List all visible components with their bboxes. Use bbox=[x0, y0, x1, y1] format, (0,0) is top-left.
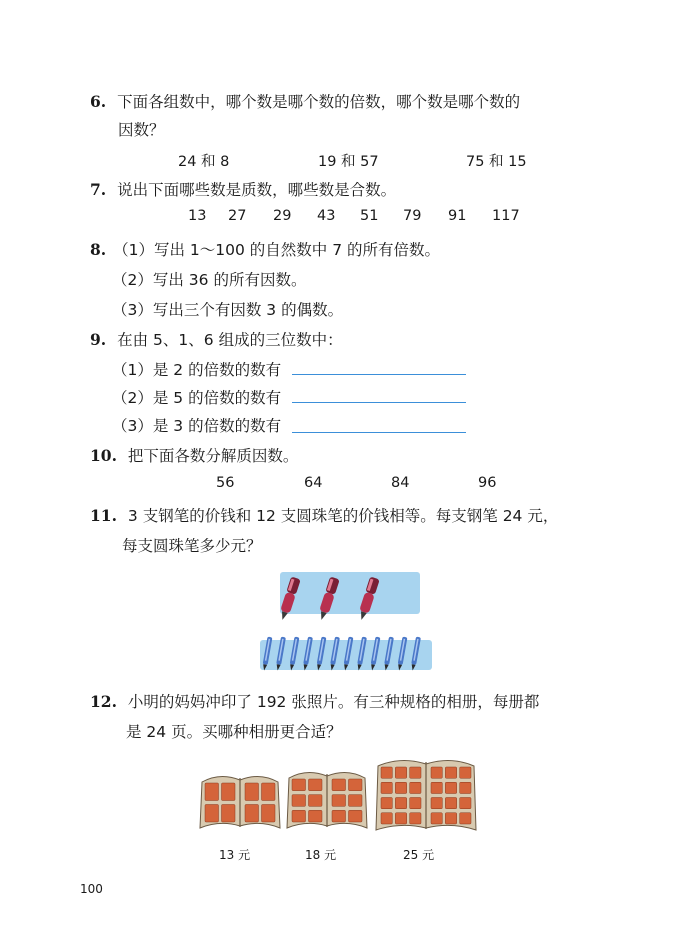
number-item: 27 bbox=[228, 208, 247, 224]
album-price: 13 元 bbox=[219, 848, 251, 862]
sub-label: （1） bbox=[113, 241, 154, 259]
number-item: 13 bbox=[188, 208, 207, 224]
album-large bbox=[376, 760, 476, 830]
question-text: 说出下面哪些数是质数，哪些数是合数。 bbox=[117, 181, 397, 199]
photo-slot bbox=[309, 779, 323, 791]
photo-slot bbox=[445, 782, 456, 793]
photo-slot bbox=[460, 813, 471, 824]
sub-label: （3） bbox=[112, 301, 153, 319]
number-item: 84 bbox=[391, 475, 410, 491]
photo-slot bbox=[245, 783, 259, 801]
photo-slot bbox=[205, 805, 219, 823]
photo-slot bbox=[205, 783, 219, 801]
number-item: 51 bbox=[360, 208, 379, 224]
photo-slot bbox=[431, 798, 442, 809]
photo-slot bbox=[410, 813, 421, 824]
sub-text: 是 5 的倍数的数有 bbox=[152, 389, 282, 407]
photo-slot bbox=[460, 798, 471, 809]
photo-slot bbox=[309, 795, 323, 807]
question-number: 9. bbox=[90, 330, 107, 349]
sub-text: 写出三个有因数 3 的偶数。 bbox=[152, 301, 344, 319]
sub-label: （2） bbox=[112, 389, 153, 407]
question-text: 在由 5、1、6 组成的三位数中： bbox=[117, 331, 343, 349]
photo-slot bbox=[222, 783, 236, 801]
question-text: 3 支钢笔的价钱和 12 支圆珠笔的价钱相等。每支钢笔 24 元， bbox=[127, 507, 559, 525]
photo-slot bbox=[349, 810, 363, 822]
photo-slot bbox=[309, 810, 323, 822]
question-number: 11. bbox=[90, 506, 117, 525]
question-number: 10. bbox=[90, 446, 117, 465]
photo-slot bbox=[292, 810, 306, 822]
photo-slot bbox=[245, 805, 259, 823]
album-medium bbox=[287, 772, 367, 828]
photo-slot bbox=[395, 798, 406, 809]
photo-slot bbox=[431, 782, 442, 793]
photo-slot bbox=[332, 779, 346, 791]
photo-slot bbox=[395, 813, 406, 824]
photo-slot bbox=[349, 779, 363, 791]
number-item: 79 bbox=[403, 208, 422, 224]
album-price: 25 元 bbox=[403, 848, 435, 862]
sub-text: 是 3 的倍数的数有 bbox=[152, 417, 282, 435]
photo-slot bbox=[395, 782, 406, 793]
number-item: 64 bbox=[304, 475, 323, 491]
photo-slot bbox=[410, 782, 421, 793]
question-text-cont: 是 24 页。买哪种相册更合适？ bbox=[126, 723, 342, 741]
question-text: 把下面各数分解质因数。 bbox=[127, 447, 299, 465]
question-number: 6. bbox=[90, 92, 107, 111]
photo-slot bbox=[332, 795, 346, 807]
question-number: 8. bbox=[90, 240, 107, 259]
photo-slot bbox=[445, 767, 456, 778]
question-text: 下面各组数中，哪个数是哪个数的倍数，哪个数是哪个数的 bbox=[117, 93, 521, 111]
number-item: 91 bbox=[448, 208, 467, 224]
number-item: 56 bbox=[216, 475, 235, 491]
photo-slot bbox=[395, 767, 406, 778]
number-item: 96 bbox=[478, 475, 497, 491]
photo-slot bbox=[410, 767, 421, 778]
photo-slot bbox=[262, 805, 276, 823]
sub-text: 是 2 的倍数的数有 bbox=[152, 361, 282, 379]
album-price: 18 元 bbox=[305, 848, 337, 862]
photo-slot bbox=[445, 813, 456, 824]
photo-slot bbox=[445, 798, 456, 809]
photo-slot bbox=[381, 782, 392, 793]
number-pair: 19 和 57 bbox=[318, 154, 379, 170]
sub-label: （3） bbox=[112, 417, 153, 435]
sub-text: 写出 36 的所有因数。 bbox=[152, 271, 307, 289]
question-text-cont: 每支圆珠笔多少元？ bbox=[122, 537, 262, 555]
photo-slot bbox=[332, 810, 346, 822]
question-number: 7. bbox=[90, 180, 107, 199]
photo-slot bbox=[262, 783, 276, 801]
question-text: 小明的妈妈冲印了 192 张照片。有三种规格的相册，每册都 bbox=[127, 693, 540, 711]
photo-slot bbox=[431, 813, 442, 824]
sub-label: （2） bbox=[112, 271, 153, 289]
photo-slot bbox=[292, 795, 306, 807]
photo-slot bbox=[381, 813, 392, 824]
photo-slot bbox=[292, 779, 306, 791]
photo-slot bbox=[410, 798, 421, 809]
sub-label: （1） bbox=[112, 361, 153, 379]
number-item: 117 bbox=[492, 208, 520, 224]
album-small bbox=[200, 776, 280, 828]
number-item: 43 bbox=[317, 208, 336, 224]
question-number: 12. bbox=[90, 692, 117, 711]
photo-slot bbox=[381, 798, 392, 809]
photo-slot bbox=[222, 805, 236, 823]
page-number: 100 bbox=[80, 882, 103, 896]
number-pair: 24 和 8 bbox=[178, 154, 230, 170]
photo-slot bbox=[381, 767, 392, 778]
sub-text: 写出 1～100 的自然数中 7 的所有倍数。 bbox=[154, 241, 441, 259]
photo-slot bbox=[460, 782, 471, 793]
photo-slot bbox=[349, 795, 363, 807]
photo-slot bbox=[431, 767, 442, 778]
photo-slot bbox=[460, 767, 471, 778]
question-text-cont: 因数？ bbox=[118, 121, 165, 139]
number-pair: 75 和 15 bbox=[466, 154, 527, 170]
number-item: 29 bbox=[273, 208, 292, 224]
